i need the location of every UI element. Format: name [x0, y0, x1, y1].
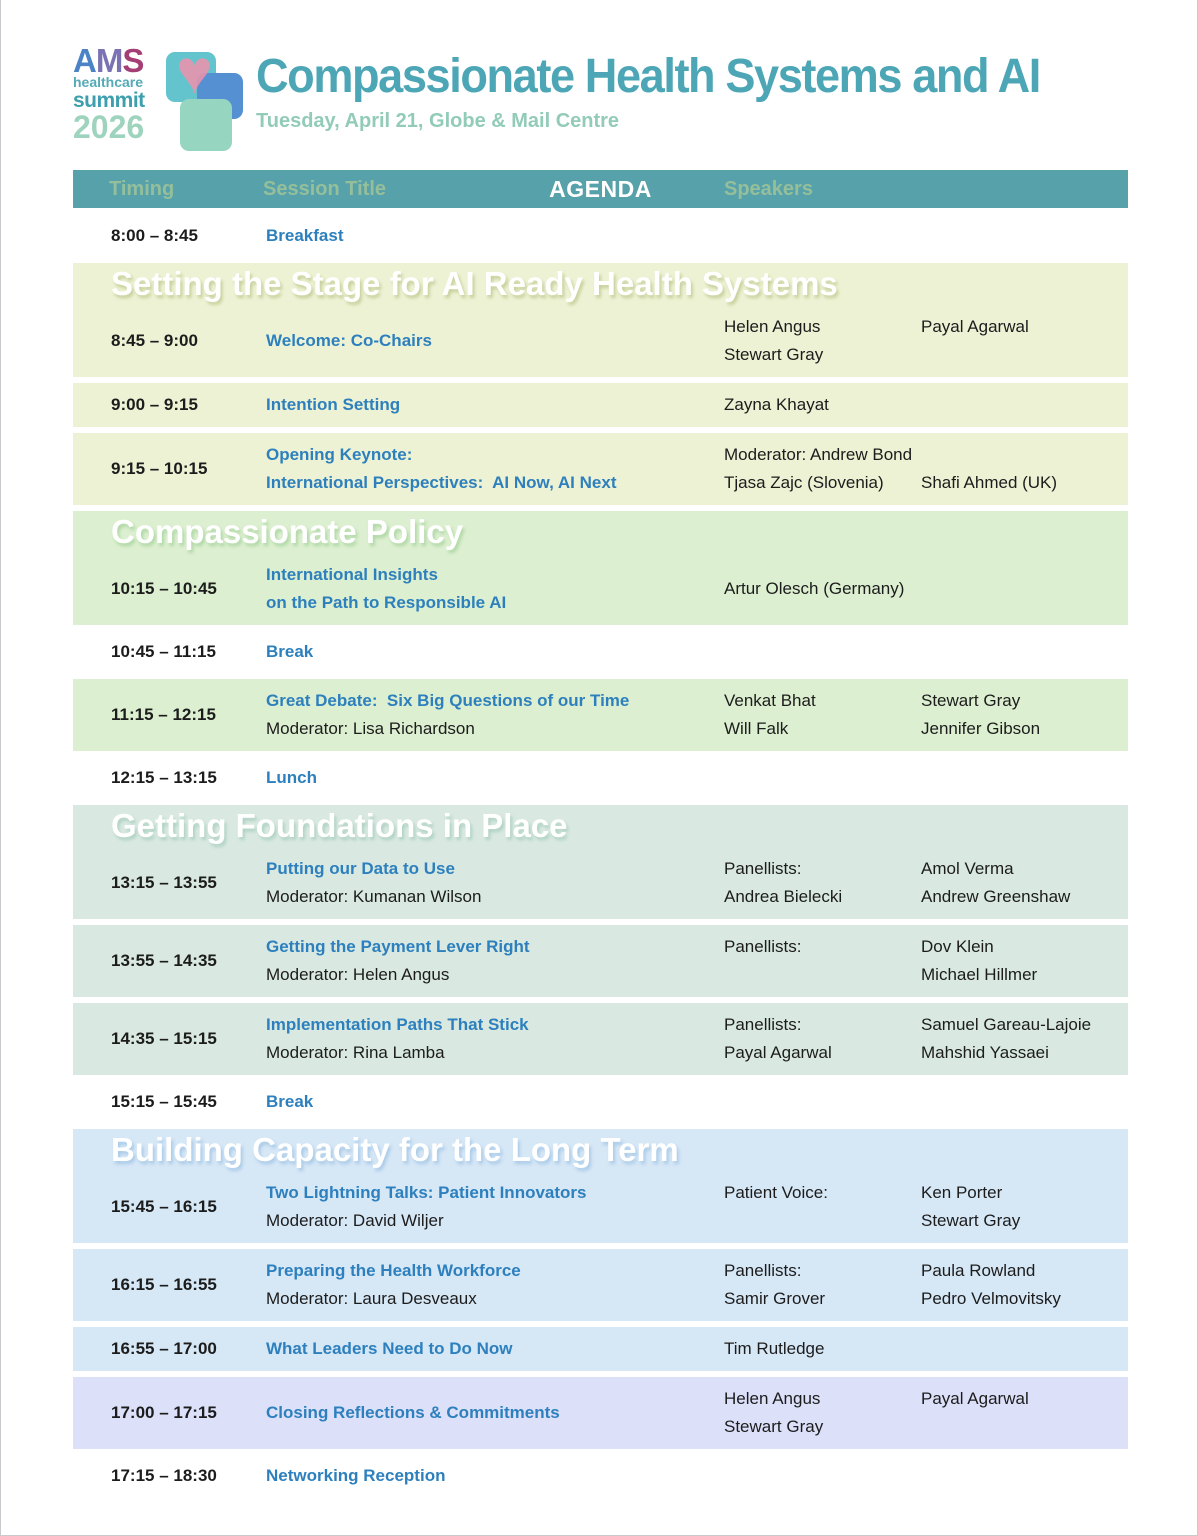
speaker-column-1: [724, 687, 921, 743]
speaker-column-2: [921, 933, 1128, 989]
section-title: Compassionate Policy: [111, 513, 464, 550]
speaker-name: Pedro Velmovitsky: [921, 1289, 1061, 1308]
logo-summit-label: summit: [73, 89, 145, 112]
session-row: [73, 1003, 1128, 1075]
section-block: [73, 511, 1128, 625]
agenda-row: [73, 215, 1128, 257]
heart-icon: ♥: [176, 38, 213, 107]
section-title: Getting Foundations in Place: [111, 807, 568, 844]
session-title: Networking Reception: [266, 1466, 446, 1485]
speaker-name: Andrew Greenshaw: [921, 887, 1071, 906]
section-block: [73, 1129, 1128, 1243]
ams-letter-a: A: [73, 42, 96, 79]
ams-letter-m: M: [95, 42, 123, 79]
speaker-column-1: [724, 575, 921, 603]
session-time: 9:00 – 9:15: [111, 395, 198, 414]
session-time: 15:45 – 16:15: [111, 1197, 217, 1216]
session-time: 8:00 – 8:45: [111, 226, 198, 245]
session-moderator: Moderator: David Wiljer: [266, 1211, 444, 1230]
session-time: 13:15 – 13:55: [111, 873, 217, 892]
session-title: Breakfast: [266, 226, 344, 245]
session-moderator: Moderator: Lisa Richardson: [266, 719, 475, 738]
agenda-row: [73, 1327, 1128, 1371]
session-row: [73, 1455, 1128, 1497]
speaker-column-2: [921, 1257, 1128, 1313]
speaker-name: Payal Agarwal: [724, 1043, 832, 1062]
session-row: [73, 631, 1128, 673]
page-title: Compassionate Health Systems and AI: [256, 50, 1040, 103]
session-title-cell: [266, 561, 724, 617]
speaker-name: Jennifer Gibson: [921, 719, 1041, 738]
column-header-session-title: Session Title: [263, 178, 387, 200]
speaker-name: [724, 961, 921, 989]
session-title-cell: [266, 855, 724, 911]
session-row: [73, 433, 1128, 505]
speaker-name: Venkat Bhat: [724, 691, 816, 710]
column-header-timing: Timing: [109, 178, 175, 200]
session-time: 14:35 – 15:15: [111, 1029, 217, 1048]
page-subtitle: Tuesday, April 21, Globe & Mail Centre: [256, 110, 620, 132]
session-time: 8:45 – 9:00: [111, 331, 198, 350]
speaker-column-1: [724, 313, 921, 369]
session-title-cell: [266, 687, 724, 743]
session-time: 10:15 – 10:45: [111, 579, 217, 598]
session-time: 13:55 – 14:35: [111, 951, 217, 970]
agenda-row: [73, 1377, 1128, 1449]
session-time: 10:45 – 11:15: [111, 642, 216, 661]
speaker-name: Samuel Gareau-Lajoie: [921, 1015, 1092, 1034]
session-row: [73, 1327, 1128, 1371]
session-title: Putting our Data to Use: [266, 859, 455, 878]
session-time: 16:55 – 17:00: [111, 1339, 217, 1358]
speaker-name: Will Falk: [724, 719, 789, 738]
session-title-cell: [266, 1257, 724, 1313]
agenda-row: [73, 679, 1128, 751]
speaker-name: Moderator: Andrew Bond: [724, 445, 913, 464]
speaker-name: Zayna Khayat: [724, 395, 829, 414]
session-title: Opening Keynote:: [266, 445, 413, 464]
session-title-cell: [266, 1462, 724, 1490]
session-title: Two Lightning Talks: Patient Innovators: [266, 1183, 587, 1202]
speaker-column-1: [724, 441, 921, 497]
speaker-column-1: [724, 1335, 921, 1363]
speaker-column-1: [724, 1385, 921, 1441]
ams-letter-s: S: [122, 42, 144, 79]
session-time: 16:15 – 16:55: [111, 1275, 217, 1294]
page-header: [73, 38, 1128, 170]
session-moderator: Moderator: Laura Desveaux: [266, 1289, 477, 1308]
speaker-name: Helen Angus: [724, 1389, 821, 1408]
logo-healthcare-label: healthcare: [73, 74, 144, 90]
session-title-cell: [266, 1335, 724, 1363]
column-header-speakers: Speakers: [724, 178, 813, 200]
speaker-name: Payal Agarwal: [921, 1389, 1029, 1408]
agenda-row: [73, 925, 1128, 997]
session-title: Implementation Paths That Stick: [266, 1015, 529, 1034]
section-block: [73, 805, 1128, 919]
session-time: 11:15 – 12:15: [111, 705, 216, 724]
speaker-name: Andrea Bielecki: [724, 887, 843, 906]
agenda-row: [73, 383, 1128, 427]
speaker-name: Panellists:: [724, 859, 802, 878]
session-row: [73, 1377, 1128, 1449]
speaker-name: Stewart Gray: [724, 1417, 824, 1436]
speaker-name: Tjasa Zajc (Slovenia): [724, 473, 884, 492]
section-title: Setting the Stage for AI Ready Health Systems: [111, 265, 838, 302]
session-title: What Leaders Need to Do Now: [266, 1339, 513, 1358]
speaker-name: Patient Voice:: [724, 1183, 828, 1202]
session-row: [73, 553, 1128, 625]
section-title: Building Capacity for the Long Term: [111, 1131, 679, 1168]
session-title-cell: [266, 1399, 724, 1427]
session-row: [73, 679, 1128, 751]
speaker-name: [921, 1413, 1128, 1441]
ams-logo: [73, 42, 169, 145]
session-title: Closing Reflections & Commitments: [266, 1403, 560, 1422]
session-row: [73, 1171, 1128, 1243]
session-moderator: Moderator: Kumanan Wilson: [266, 887, 482, 906]
speaker-name: [724, 1207, 921, 1235]
speaker-name: Shafi Ahmed (UK): [921, 473, 1058, 492]
speaker-name: Stewart Gray: [921, 691, 1021, 710]
session-title: Getting the Payment Lever Right: [266, 937, 530, 956]
session-row: [73, 925, 1128, 997]
session-title-cell: [266, 1011, 724, 1067]
heart-stamps-icon: [166, 38, 258, 158]
speaker-name: [921, 441, 1128, 469]
speaker-name: Stewart Gray: [724, 345, 824, 364]
session-title: International Perspectives: AI Now, AI Next: [266, 473, 617, 492]
session-row: [73, 1081, 1128, 1123]
section-block: [73, 263, 1128, 377]
session-title: Intention Setting: [266, 395, 401, 414]
session-title-cell: [266, 327, 724, 355]
session-title-cell: [266, 638, 724, 666]
session-title: Great Debate: Six Big Questions of our Time: [266, 691, 630, 710]
session-title-cell: [266, 764, 724, 792]
agenda-row: [73, 1003, 1128, 1075]
speaker-column-2: [921, 1179, 1128, 1235]
speaker-column-1: [724, 855, 921, 911]
speaker-column-2: [921, 313, 1128, 369]
session-title-cell: [266, 933, 724, 989]
logo-year-label: 2026: [73, 109, 145, 145]
speaker-name: Paula Rowland: [921, 1261, 1036, 1280]
speaker-name: Artur Olesch (Germany): [724, 579, 905, 598]
speaker-name: Mahshid Yassaei: [921, 1043, 1049, 1062]
session-title: on the Path to Responsible AI: [266, 593, 507, 612]
speaker-name: Ken Porter: [921, 1183, 1003, 1202]
session-time: 15:15 – 15:45: [111, 1092, 217, 1111]
speaker-column-2: [921, 1011, 1128, 1067]
agenda-table: [73, 215, 1128, 1497]
agenda-label: AGENDA: [549, 176, 652, 202]
speaker-column-1: [724, 1257, 921, 1313]
speaker-name: Helen Angus: [724, 317, 821, 336]
speaker-name: Amol Verma: [921, 859, 1014, 878]
session-title: Break: [266, 642, 314, 661]
speaker-column-2: [921, 855, 1128, 911]
session-title-cell: [266, 1088, 724, 1116]
speaker-column-2: [921, 441, 1128, 497]
speaker-name: [921, 341, 1128, 369]
session-title-cell: [266, 222, 724, 250]
session-title-cell: [266, 1179, 724, 1235]
speaker-name: Panellists:: [724, 1261, 802, 1280]
speaker-name: Stewart Gray: [921, 1211, 1021, 1230]
title-block: [256, 48, 1090, 133]
speaker-name: Dov Klein: [921, 937, 994, 956]
session-time: 17:00 – 17:15: [111, 1403, 217, 1422]
agenda-row: [73, 1081, 1128, 1123]
agenda-header-bar: [73, 170, 1128, 208]
session-time: 17:15 – 18:30: [111, 1466, 217, 1485]
session-title: Break: [266, 1092, 314, 1111]
session-row: [73, 383, 1128, 427]
session-row: [73, 305, 1128, 377]
speaker-name: Michael Hillmer: [921, 965, 1038, 984]
speaker-name: Payal Agarwal: [921, 317, 1029, 336]
agenda-row: [73, 757, 1128, 799]
session-row: [73, 757, 1128, 799]
agenda-row: [73, 1455, 1128, 1497]
session-time: 9:15 – 10:15: [111, 459, 208, 478]
agenda-row: [73, 1249, 1128, 1321]
speaker-column-1: [724, 1179, 921, 1235]
speaker-name: Panellists:: [724, 937, 802, 956]
session-row: [73, 847, 1128, 919]
session-title: Lunch: [266, 768, 317, 787]
session-title: Preparing the Health Workforce: [266, 1261, 521, 1280]
speaker-column-1: [724, 391, 921, 419]
speaker-name: Panellists:: [724, 1015, 802, 1034]
session-moderator: Moderator: Helen Angus: [266, 965, 450, 984]
speaker-column-2: [921, 687, 1128, 743]
ams-wordmark: [73, 42, 169, 79]
session-title: International Insights: [266, 565, 438, 584]
speaker-column-1: [724, 1011, 921, 1067]
session-title: Welcome: Co-Chairs: [266, 331, 432, 350]
speaker-name: Samir Grover: [724, 1289, 826, 1308]
speaker-column-2: [921, 1385, 1128, 1441]
session-row: [73, 215, 1128, 257]
session-moderator: Moderator: Rina Lamba: [266, 1043, 445, 1062]
session-row: [73, 1249, 1128, 1321]
session-time: 12:15 – 13:15: [111, 768, 217, 787]
agenda-row: [73, 631, 1128, 673]
speaker-name: Tim Rutledge: [724, 1339, 825, 1358]
speaker-column-1: [724, 933, 921, 989]
session-title-cell: [266, 441, 724, 497]
session-title-cell: [266, 391, 724, 419]
agenda-row: [73, 433, 1128, 505]
